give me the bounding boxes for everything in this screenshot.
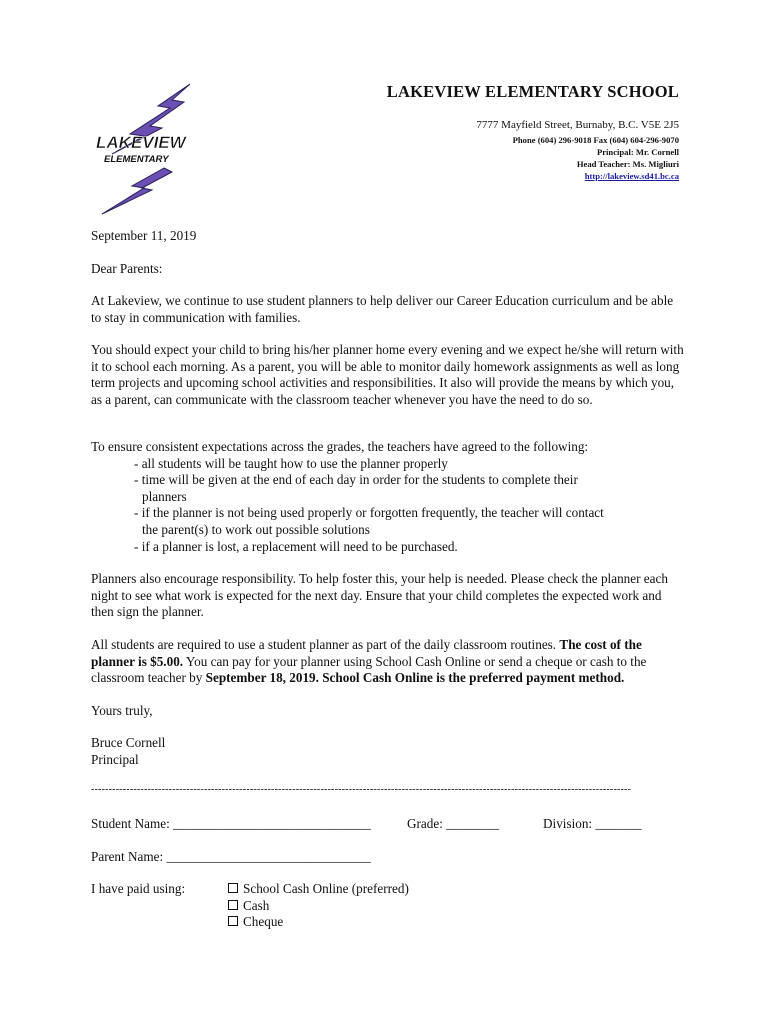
list-item: the parent(s) to work out possible solutions bbox=[142, 521, 370, 537]
division-field[interactable]: _______ bbox=[595, 816, 642, 831]
deadline-statement: September 18, 2019. School Cash Online is the preferred payment method. bbox=[205, 670, 625, 686]
signer-title: Principal bbox=[91, 752, 139, 767]
head-teacher-line: Head Teacher: Ms. Migliuri bbox=[576, 159, 679, 169]
checkbox-icon[interactable] bbox=[228, 916, 238, 926]
letter-date: September 11, 2019 bbox=[91, 228, 197, 243]
option-label: School Cash Online (preferred) bbox=[243, 881, 409, 896]
checkbox-icon[interactable] bbox=[228, 900, 238, 910]
school-logo bbox=[92, 82, 202, 218]
payment-options bbox=[228, 881, 409, 931]
principal-line: Principal: Mr. Cornell bbox=[596, 147, 679, 157]
paragraph-5-text: You can pay for your planner using School Cash Online or send a cheque or cash to the classroom teacher by bbox=[91, 653, 647, 686]
parent-name-label: Parent Name: bbox=[91, 849, 164, 864]
school-header bbox=[387, 82, 679, 182]
parent-name-row bbox=[91, 849, 686, 866]
signer-name: Bruce Cornell bbox=[91, 735, 166, 750]
grade-group bbox=[407, 816, 499, 833]
grade-label: Grade: bbox=[407, 816, 443, 831]
list-item: planners bbox=[142, 488, 187, 504]
website-link[interactable]: http://lakeview.sd41.bc.ca bbox=[584, 171, 679, 181]
student-name-label: Student Name: bbox=[91, 816, 170, 831]
payment-row bbox=[91, 881, 686, 930]
paragraph-4: Planners also encourage responsibility. To help foster this, your help is needed. Please check the planner each night to see what work is expected for the next day. Ensure that your child completes the expected work and then sign the planner. bbox=[91, 571, 668, 620]
option-label: Cheque bbox=[243, 914, 284, 930]
school-name: LAKEVIEW ELEMENTARY SCHOOL bbox=[386, 82, 679, 101]
grade-field[interactable]: ________ bbox=[446, 816, 499, 831]
paragraph-3 bbox=[91, 439, 686, 555]
cut-line: --------------------------------------------------------------------------------------------------------------------------------------------------------- bbox=[91, 784, 631, 795]
cost-statement: The cost of the planner is $5.00. bbox=[91, 637, 642, 669]
option-school-cash[interactable] bbox=[228, 881, 409, 898]
checkbox-icon[interactable] bbox=[228, 883, 238, 893]
paragraph-5-text: All students are required to use a student planner as part of the daily classroom routines. bbox=[91, 637, 560, 652]
list-item: - if a planner is lost, a replacement will need to be purchased. bbox=[134, 538, 458, 554]
phone-fax: Phone (604) 296-9018 Fax (604) 604-296-9070 bbox=[512, 135, 679, 145]
division-group bbox=[543, 816, 642, 833]
option-cheque[interactable] bbox=[228, 914, 409, 931]
paragraph-1: At Lakeview, we continue to use student planners to help deliver our Career Education curriculum and be able to stay in communication with families. bbox=[91, 293, 674, 325]
lightning-bolt-icon bbox=[92, 82, 202, 218]
parent-name-field[interactable]: _______________________________ bbox=[166, 849, 371, 864]
paid-using-label: I have paid using: bbox=[91, 881, 186, 896]
paragraph-3-intro: To ensure consistent expectations across the grades, the teachers have agreed to the following: bbox=[91, 439, 589, 454]
paragraph-5 bbox=[91, 637, 686, 687]
svg-text:LAKEVIEW: LAKEVIEW bbox=[96, 133, 186, 152]
division-label: Division: bbox=[543, 816, 593, 831]
option-cash[interactable] bbox=[228, 898, 409, 915]
paragraph-2: You should expect your child to bring his/her planner home every evening and we expect he/she will return with it to school each morning. As a parent, you will be able to monitor daily homework assignments as well as long term projects and upcoming school activities and responsibilities. It also will provide the means by which you, as a parent, can communicate with the classroom teacher whenever you have the need to do so. bbox=[91, 342, 684, 407]
salutation: Dear Parents: bbox=[91, 261, 163, 276]
svg-text:ELEMENTARY: ELEMENTARY bbox=[104, 154, 169, 165]
student-info-row bbox=[91, 816, 686, 833]
option-label: Cash bbox=[243, 897, 270, 913]
list-item: - all students will be taught how to use the planner properly bbox=[134, 455, 448, 471]
list-item: - if the planner is not being used properly or forgotten frequently, the teacher will contact bbox=[134, 505, 604, 521]
list-item: - time will be given at the end of each day in order for the students to complete their bbox=[134, 472, 578, 488]
student-name-field[interactable]: ______________________________ bbox=[173, 816, 371, 831]
school-address: 7777 Mayfield Street, Burnaby, B.C. V5E 2J5 bbox=[476, 119, 679, 131]
closing: Yours truly, bbox=[91, 703, 153, 718]
